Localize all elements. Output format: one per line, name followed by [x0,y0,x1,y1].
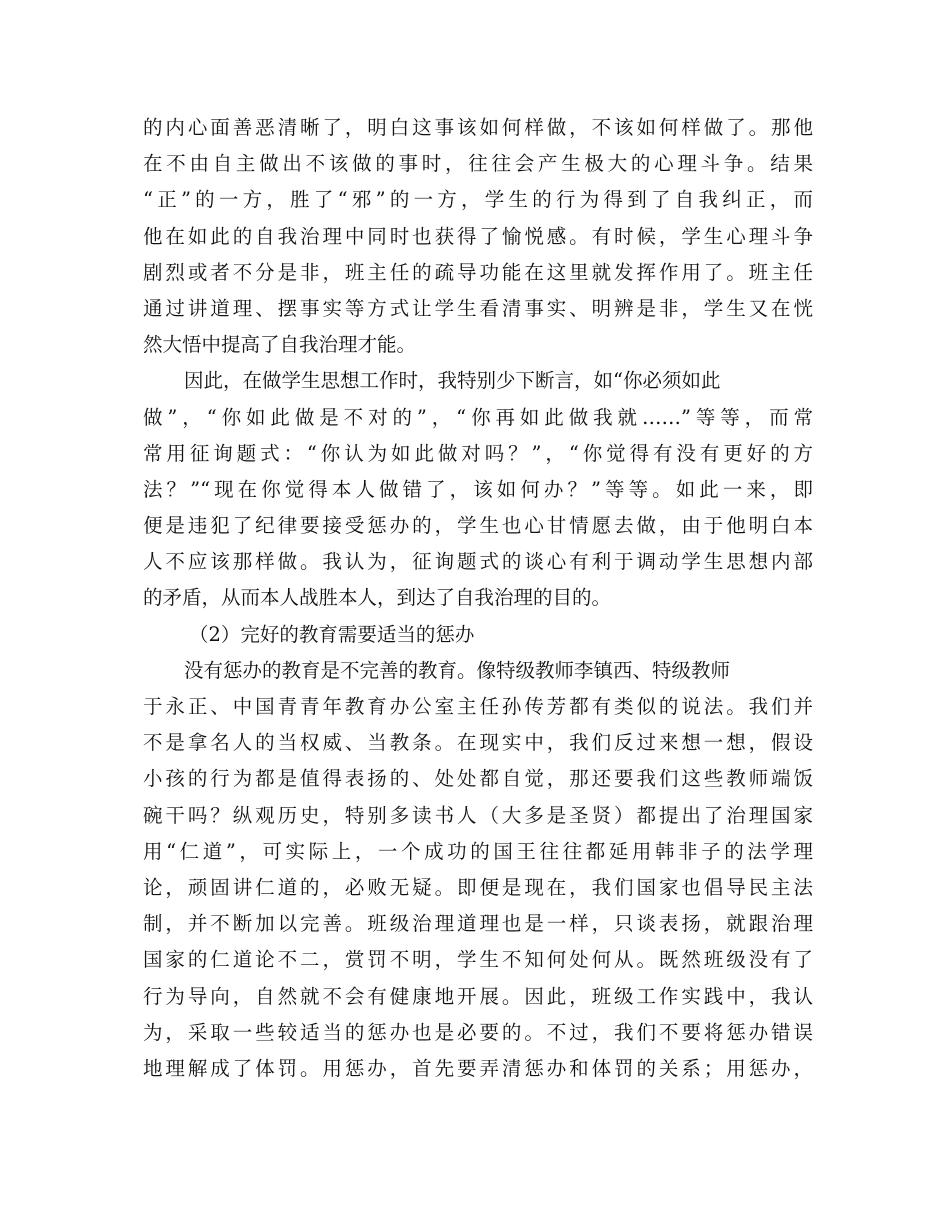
text-line: 的矛盾，从而本人战胜本人，到达了自我治理的目的。 [143,586,612,610]
text-line: 论，顽固讲仁道的，必败无疑。即便是现在，我们国家也倡导民主法 [143,875,813,899]
text-line: 行为导向，自然就不会有健康地开展。因此，班级工作实践中，我认 [143,984,813,1008]
text-line: 便是违犯了纪律要接受惩办的，学生也心甘情愿去做，由于他明白本 [143,514,813,538]
text-line: 不是拿名人的当权威、当教条。在现实中，我们反过来想一想，假设 [143,731,813,755]
text-line: 碗干吗？纵观历史，特别多读书人（大多是圣贤）都提出了治理国家 [143,803,813,827]
text-line: 通过讲道理、摆事实等方式让学生看清事实、明辨是非，学生又在恍 [143,296,813,320]
text-line: 做”，“你如此做是不对的”，“你再如此做我就……”等等，而常 [143,405,813,429]
text-line: 他在如此的自我治理中同时也获得了愉悦感。有时候，学生心理斗争 [143,224,813,248]
text-line: 的内心面善恶清晰了，明白这事该如何样做，不该如何样做了。那他 [143,116,813,139]
text-line: 然大悟中提高了自我治理才能。 [143,333,417,357]
text-line: 地理解成了体罚。用惩办，首先要弄清惩办和体罚的关系；用惩办， [143,1056,813,1080]
text-line: 法？”“现在你觉得本人做错了，该如何办？”等等。如此一来，即 [143,477,813,501]
text-line: 制，并不断加以完善。班级治理道理也是一样，只谈表扬，就跟治理 [143,912,813,936]
text-line: 人不应该那样做。我认为，征询题式的谈心有利于调动学生思想内部 [143,550,813,574]
text-line: 用“仁道”，可实际上，一个成功的国王往往都延用韩非子的法学理 [143,839,813,863]
section-heading: （2）完好的教育需要适当的惩办 [189,622,475,646]
text-line: 小孩的行为都是值得表扬的、处处都自觉，那还要我们这些教师端饭 [143,767,813,791]
text-line: 在不由自主做出不该做的事时，往往会产生极大的心理斗争。结果 [143,152,813,176]
text-line: 常用征询题式：“你认为如此做对吗？”，“你觉得有没有更好的方 [143,441,813,465]
body-text [143,110,813,1087]
text-line: “正”的一方，胜了“邪”的一方，学生的行为得到了自我纠正，而 [143,188,813,212]
paragraph-first-line: 因此，在做学生思想工作时，我特别少下断言，如“你必须如此 [184,369,721,393]
text-line: 于永正、中国青青年教育办公室主任孙传芳都有类似的说法。我们并 [143,695,813,718]
text-line: 为，采取一些较适当的惩办也是必要的。不过，我们不要将惩办错误 [143,1020,813,1044]
paragraph-first-line: 没有惩办的教育是不完善的教育。像特级教师李镇西、特级教师 [184,658,731,682]
text-line: 剧烈或者不分是非，班主任的疏导功能在这里就发挥作用了。班主任 [143,260,813,284]
text-line: 国家的仁道论不二，赏罚不明，学生不知何处何从。既然班级没有了 [143,948,813,972]
